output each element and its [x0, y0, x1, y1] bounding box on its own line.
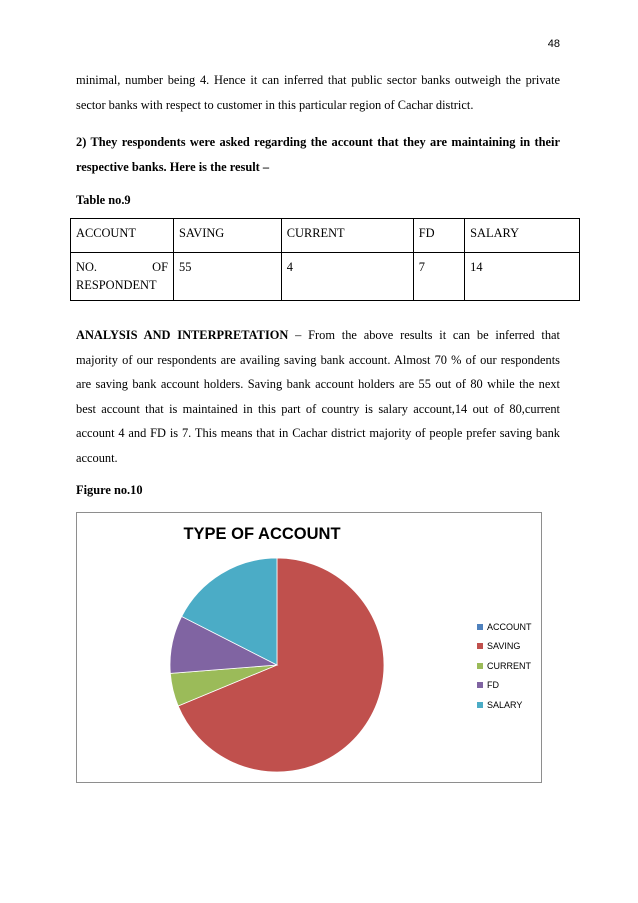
table-header-cell: FD	[413, 219, 464, 253]
paragraph-question: 2) They respondents were asked regarding the account that they are maintaining in their respective banks. Here is the result –	[76, 135, 560, 174]
table-cell: 55	[174, 253, 282, 301]
account-table	[70, 218, 580, 301]
analysis-heading: ANALYSIS AND INTERPRETATION	[76, 328, 289, 342]
legend-item-fd	[477, 676, 532, 696]
table-caption: Table no.9	[76, 193, 131, 207]
legend-item-saving	[477, 637, 532, 657]
legend-swatch	[477, 643, 483, 649]
legend-label: ACCOUNT	[487, 621, 532, 632]
paragraph-analysis	[76, 323, 560, 470]
analysis-body: – From the above results it can be inferred that majority of our respondents are availing saving bank account. Almost 70 % of our respondents are saving bank account holders. Saving bank account holders are 55 out of 80 while the next best account that is maintained in this part of country is salary account,14 out of 80,current account 4 and FD is 7. This means that in Cachar district majority of people prefer saving bank account.	[76, 328, 560, 465]
row-label-part: RESPONDENT	[76, 278, 157, 292]
legend-item-salary	[477, 695, 532, 715]
row-label-part: OF	[152, 260, 168, 274]
figure-caption: Figure no.10	[76, 483, 143, 497]
table-header-cell: SAVING	[174, 219, 282, 253]
table-cell: 7	[413, 253, 464, 301]
page-number: 48	[547, 38, 560, 50]
legend-item-account	[477, 617, 532, 637]
legend-label: SAVING	[487, 641, 521, 652]
legend-swatch	[477, 663, 483, 669]
legend-swatch	[477, 624, 483, 630]
document-body	[76, 68, 560, 508]
legend-label: FD	[487, 680, 499, 691]
table-header-cell: CURRENT	[281, 219, 413, 253]
legend-swatch	[477, 702, 483, 708]
paragraph-intro: minimal, number being 4. Hence it can inferred that public sector banks outweigh the private sector banks with respect to customer in this particular region of Cachar district.	[76, 73, 560, 112]
chart-title: TYPE OF ACCOUNT	[183, 525, 341, 543]
table-row	[71, 253, 580, 301]
table-cell: 4	[281, 253, 413, 301]
legend-swatch	[477, 682, 483, 688]
legend-item-current	[477, 656, 532, 676]
row-label-part: NO.	[76, 260, 97, 274]
table-header-cell: SALARY	[465, 219, 580, 253]
table-cell: 14	[465, 253, 580, 301]
table-header-cell: ACCOUNT	[71, 219, 174, 253]
table-header-row	[71, 219, 580, 253]
pie-chart	[76, 512, 542, 783]
table-row-label	[71, 253, 174, 301]
legend-label: SALARY	[487, 699, 523, 710]
pie-chart-plot	[77, 513, 541, 782]
chart-legend	[477, 617, 532, 715]
legend-label: CURRENT	[487, 660, 531, 671]
